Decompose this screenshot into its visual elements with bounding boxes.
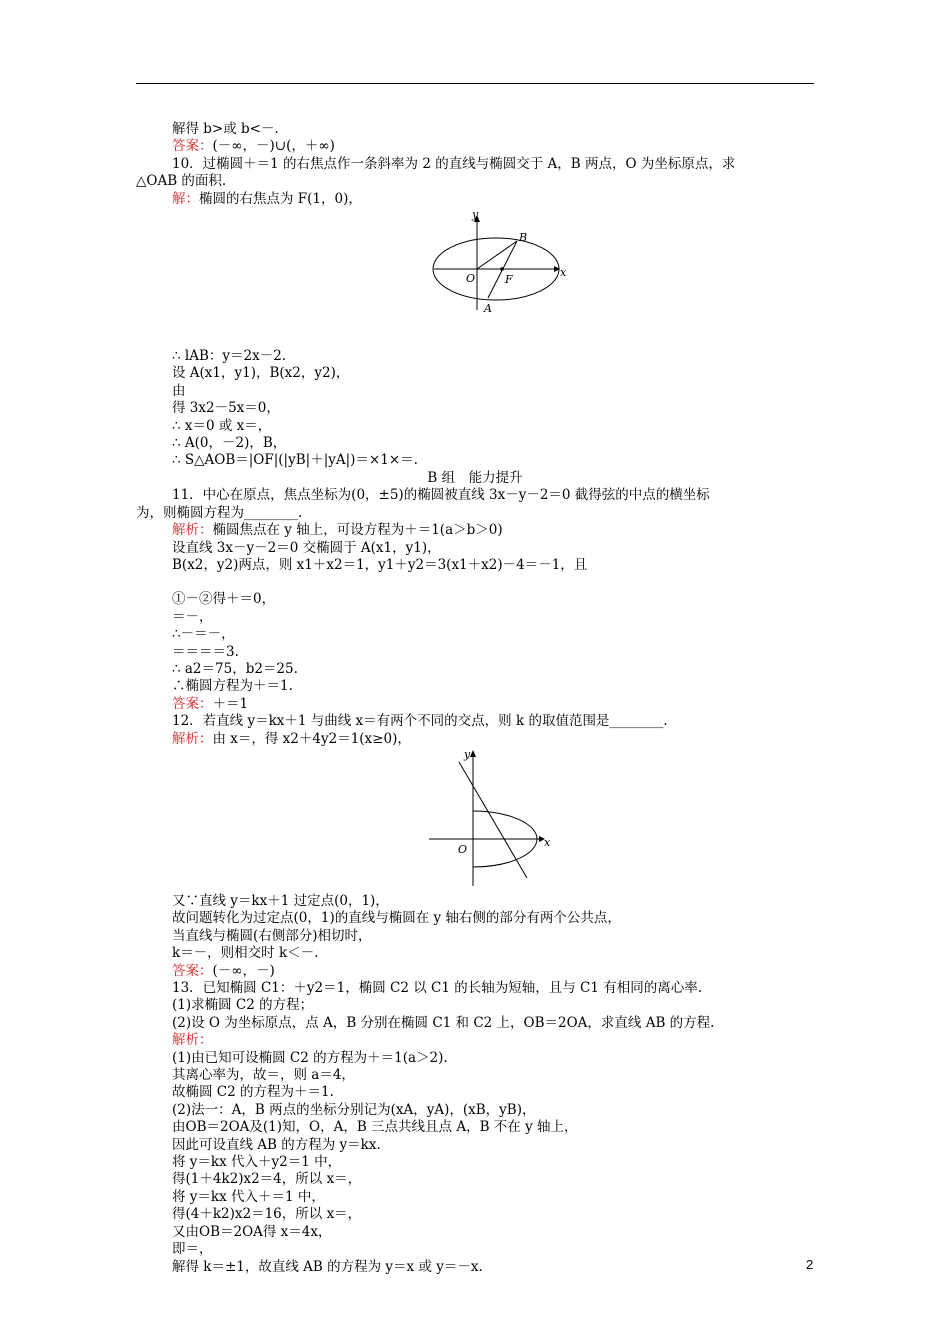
text-line: 得(1＋4k2)x2＝4，所以 x＝，: [172, 1171, 362, 1188]
text-line: ∴ S△AOB＝|OF|(|yB|＋|yA|)＝×1×＝.: [172, 452, 418, 469]
ellipse-figure: [172, 208, 814, 348]
y-axis-label: y: [464, 747, 471, 761]
page-number: 2: [806, 1257, 814, 1272]
text-line: ∴ x＝0 或 x＝，: [172, 417, 272, 434]
text-line: 由OB＝2OA及(1)知，O，A，B 三点共线且点 A，B 不在 y 轴上，: [172, 1119, 578, 1136]
text-line: ①－②得＋＝0，: [172, 591, 276, 608]
text-line: k＝－，则相交时 k＜－.: [172, 945, 319, 962]
answer-line: 答案：＋＝1: [172, 695, 249, 712]
problem-10: 10．过椭圆＋＝1 的右焦点作一条斜率为 2 的直线与椭圆交于 A，B 两点，O 为坐标原点，求: [172, 155, 736, 172]
text-line: 由: [172, 382, 186, 399]
analysis-label: 解析：: [172, 522, 213, 539]
analysis-label: 解析：: [172, 730, 213, 747]
text-line: 又∵直线 y＝kx＋1 过定点(0，1)，: [172, 892, 389, 909]
text-line: 故问题转化为过定点(0，1)的直线与椭圆在 y 轴右侧的部分有两个公共点，: [172, 910, 621, 927]
point-b-label: B: [519, 231, 528, 245]
text-line: 即＝，: [172, 1241, 213, 1258]
text-line: (1)由已知可设椭圆 C2 的方程为＋＝1(a＞2).: [172, 1049, 448, 1066]
text-line: 设直线 3x－y－2＝0 交椭圆于 A(x1，y1)，: [172, 539, 441, 556]
answer-label: 答案：: [172, 138, 213, 155]
analysis-line: 解析：椭圆焦点在 y 轴上，可设方程为＋＝1(a＞b＞0): [172, 522, 503, 539]
y-axis-label: y: [472, 210, 479, 222]
text-line: ＝＝＝＝3.: [172, 643, 239, 660]
text-line: 将 y＝kx 代入＋＝1 中，: [172, 1188, 325, 1205]
text-line: 解得 b>或 b<－.: [172, 121, 279, 137]
analysis-line: [172, 1032, 814, 1049]
text-line: 将 y＝kx 代入＋y2＝1 中，: [172, 1154, 342, 1171]
text-line: 得(4＋k2)x2＝16，所以 x＝，: [172, 1206, 362, 1223]
text-line: ＝－，: [172, 608, 213, 625]
analysis-label: 解析：: [172, 1032, 213, 1049]
text-line: 得 3x2－5x＝0，: [172, 400, 280, 417]
text-line: B(x2，y2)两点，则 x1＋x2＝1，y1＋y2＝3(x1＋x2)－4＝－1，且: [172, 556, 588, 573]
text-line: ∴椭圆方程为＋＝1.: [172, 678, 293, 695]
text-line: ∴ a2＝75，b2＝25.: [172, 660, 298, 677]
text-line: 又由OB＝2OA得 x＝4x，: [172, 1223, 332, 1240]
focus-label: F: [505, 273, 513, 287]
problem-13: 13．已知椭圆 C1：＋y2＝1，椭圆 C2 以 C1 的长轴为短轴，且与 C1 有相同的离心率.: [172, 980, 702, 996]
text-line: 解得 k＝±1，故直线 AB 的方程为 y＝x 或 y＝－x.: [172, 1258, 483, 1275]
half-ellipse-graph: [427, 748, 567, 893]
blank-line: [172, 574, 814, 591]
text-line: (2)设 O 为坐标原点，点 A，B 分别在椭圆 C1 和 C2 上，OB＝2OA，求直线 AB 的方程.: [172, 1014, 715, 1031]
text-line: (1)求椭圆 C2 的方程；: [172, 997, 314, 1014]
answer-line: 答案：(－∞，－)∪(，＋∞): [172, 138, 335, 155]
text-line: 当直线与椭圆(右侧部分)相切时，: [172, 927, 372, 944]
text-line: (2)法一：A，B 两点的坐标分别记为(xA，yA)，(xB，yB)，: [172, 1101, 536, 1118]
text-line: ∴ lAB：y＝2x－2.: [172, 348, 287, 365]
problem-11: 11．中心在原点，焦点坐标为(0，±5)的椭圆被直线 3x－y－2＝0 截得弦的中点的横坐标: [172, 487, 710, 504]
analysis-line: 解析：由 x＝，得 x2＋4y2＝1(x≥0)，: [172, 730, 411, 747]
x-axis-label: x: [560, 266, 567, 280]
origin-label: O: [466, 272, 476, 286]
point-a-label: A: [484, 302, 492, 316]
half-ellipse-figure: [172, 748, 814, 893]
text-line: 因此可设直线 AB 的方程为 y＝kx.: [172, 1136, 381, 1153]
answer-line: 答案：(－∞，－): [172, 962, 275, 979]
x-axis-label: x: [544, 835, 551, 849]
text-line: 设 A(x1，y1)，B(x2，y2)，: [172, 365, 350, 382]
problem-11-cont: 为，则椭圆方程为________.: [136, 504, 303, 521]
answer-label: 答案：: [172, 695, 213, 712]
section-heading: B 组 能力提升: [427, 469, 523, 486]
header-rule: [136, 83, 814, 84]
problem-12: 12．若直线 y＝kx＋1 与曲线 x＝有两个不同的交点，则 k 的取值范围是________.: [172, 713, 668, 730]
text-line: ∴ A(0，－2)，B，: [172, 435, 287, 452]
text-line: 其离心率为，故＝，则 a＝4，: [172, 1067, 355, 1084]
solution-label: 解：: [172, 190, 199, 207]
text-line: ∴－＝－，: [172, 626, 235, 643]
ellipse-graph: [428, 210, 568, 320]
text-line: 故椭圆 C2 的方程为＋＝1.: [172, 1084, 334, 1101]
problem-10-cont: △OAB 的面积.: [136, 173, 227, 190]
answer-label: 答案：: [172, 962, 213, 979]
document-body: [136, 121, 814, 1276]
origin-label: O: [458, 842, 468, 856]
solution-line: 解：椭圆的右焦点为 F(1，0)，: [172, 190, 362, 207]
